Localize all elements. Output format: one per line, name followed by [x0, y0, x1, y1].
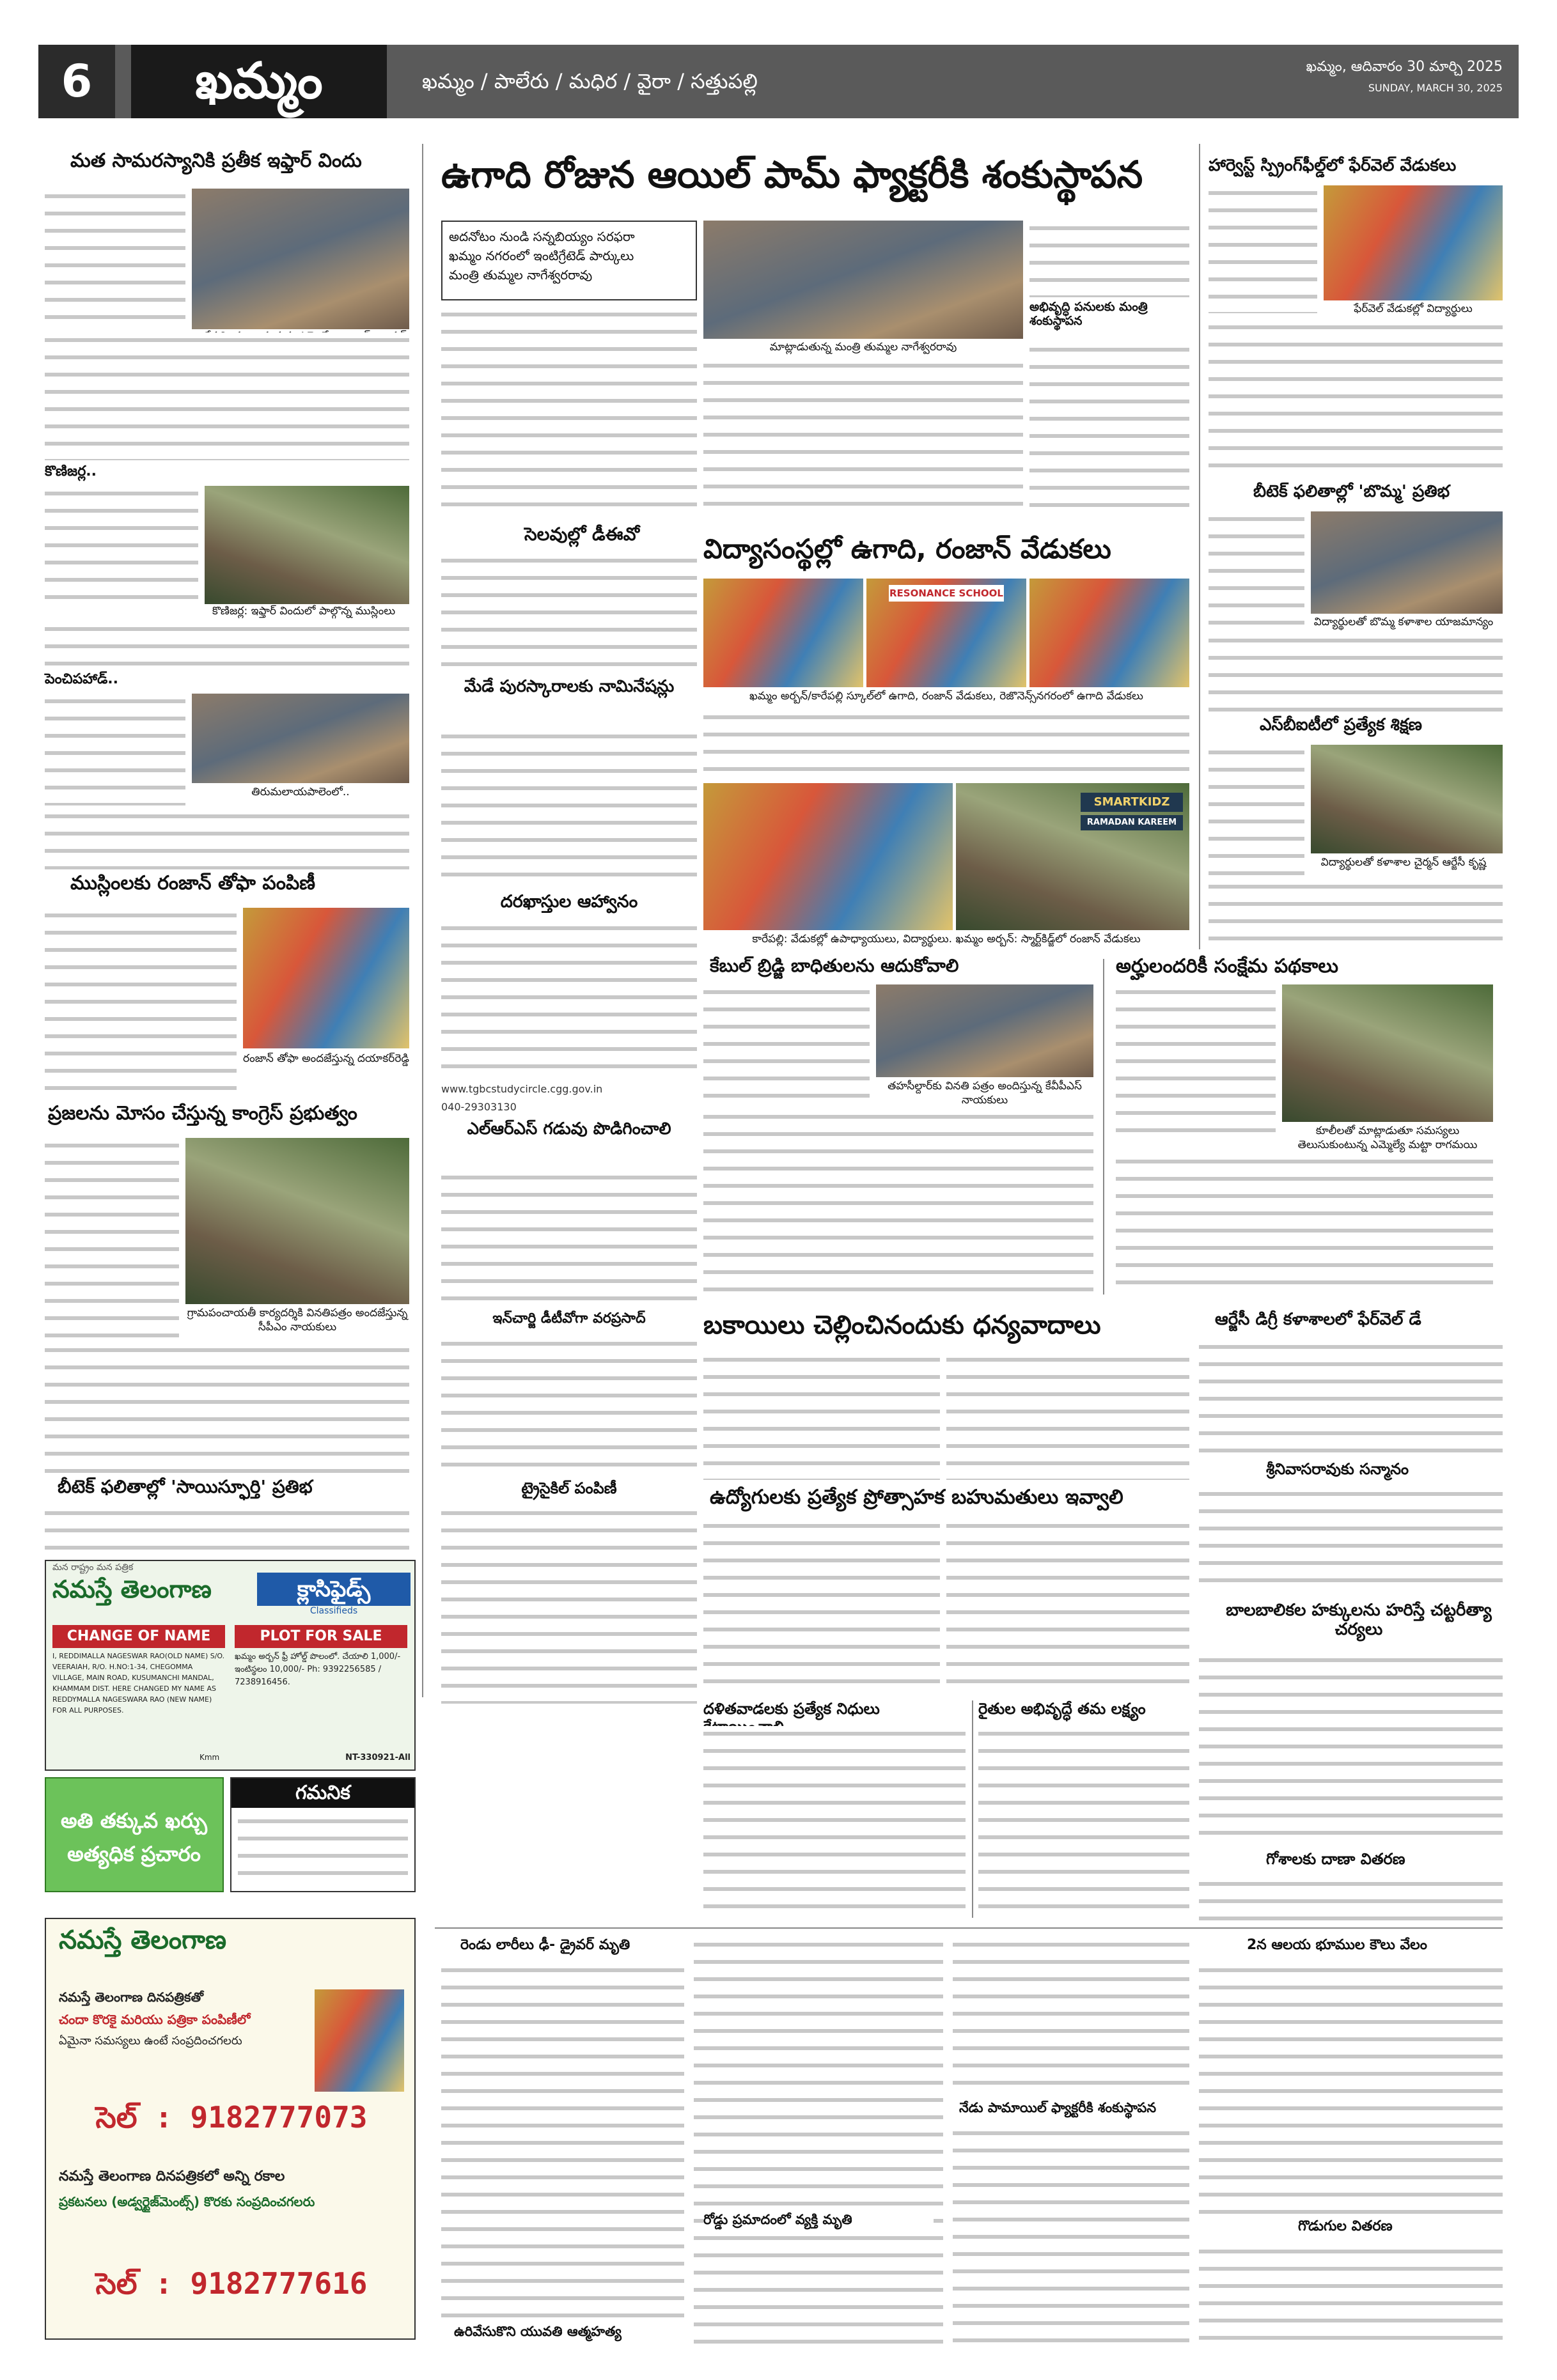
- headline-congress: ప్రజలను మోసం చేస్తున్న కాంగ్రెస్ ప్రభుత్వం: [48, 1102, 357, 1124]
- section-name: ఖమ్మం: [131, 45, 387, 118]
- headline-welfare: అర్హులందరికీ సంక్షేమ పథకాలు: [1116, 955, 1339, 977]
- photo-caption: కారేపల్లి: వేడుకల్లో ఉపాధ్యాయులు, విద్యార్థులు. ఖమ్మం అర్బన్: స్మార్ట్‌కిడ్జ్‌లో రంజాన్ వేడుకలు: [703, 932, 1189, 949]
- headline-accident: రోడ్డు ప్రమాదంలో వ్యక్తి మృతి: [703, 2212, 934, 2232]
- sub-ad-line: చందా కొరకై మరియు పత్రికా పంపిణీలో: [59, 2012, 251, 2027]
- headline-palm-oil: నేడు పామాయిల్ ఫ్యాక్టరీకి శంకుస్థాపన: [959, 2100, 1157, 2115]
- notice-text: [238, 1814, 408, 1887]
- article-text: [946, 1352, 1189, 1480]
- photo-caption: విద్యార్థులతో బొమ్మ కళాశాల యాజమాన్యం: [1304, 615, 1503, 630]
- article-text: [1209, 633, 1503, 713]
- highlight-item: అదనోటం నుండి సన్నబియ్యం సరఫరా: [449, 229, 635, 244]
- column-rule: [1103, 959, 1104, 1295]
- article-text: [45, 332, 409, 460]
- headline-deo: సెలవుల్లో డీఈవో: [524, 524, 639, 545]
- headline-felicitation: శ్రీనివాసరావుకు సన్మానం: [1266, 1460, 1409, 1478]
- headline-child-rights: బాలబాలికల హక్కులను హరిస్తే చట్టరీత్యా చర్యలు: [1226, 1601, 1492, 1639]
- headline-lorry: రెండు లారీలు ఢీ- డ్రైవర్ మృతి: [460, 1937, 630, 1953]
- photo-caption: ఫేర్‌వెల్ వేడుకల్లో విద్యార్థులు: [1324, 302, 1503, 317]
- article-text: [703, 1109, 1093, 1295]
- headline-ramzan-tofa: ముస్లింలకు రంజాన్ తోఫా పంపిణీ: [70, 872, 316, 894]
- sub-ad-line: ప్రకటనలు (అడ్వర్టైజ్‌మెంట్స్) కొరకు సంప్రదించగలరు: [59, 2194, 315, 2209]
- ad-plot-sale: PLOT FOR SALE: [235, 1625, 407, 1648]
- sub-ad-line: ఏమైనా సమస్యలు ఉంటే సంప్రదించగలరు: [59, 2034, 242, 2048]
- notice-title: గమనిక: [231, 1778, 414, 1808]
- column-rule: [422, 144, 423, 1697]
- promo-slogan: అతి తక్కువ ఖర్చు అత్యధిక ప్రచారం: [60, 1808, 208, 1866]
- photo-tofa: [243, 908, 409, 1048]
- article-text: [1029, 342, 1189, 518]
- article-text: [703, 984, 870, 1106]
- headline-rjc: ఆర్జేసీ డిగ్రీ కళాశాలలో ఫేర్‌వెల్ డే: [1215, 1310, 1421, 1329]
- article-text: [703, 710, 1189, 777]
- photo-farewell: [1324, 185, 1503, 300]
- article-text: [703, 358, 1023, 518]
- article-text: [441, 1336, 697, 1477]
- headline-iftar: మత సామరస్యానికి ప్రతీక ఇఫ్తార్ విందు: [70, 150, 362, 172]
- sub-ad-line: నమస్తే తెలంగాణ దినపత్రికలో అన్ని రకాల: [59, 2168, 285, 2184]
- photo-sbit: [1311, 745, 1503, 853]
- photo-cpm-petition: [185, 1138, 409, 1304]
- highlight-item: ఖమ్మం నగరంలో ఇంటిగ్రేటెడ్ పార్కులు: [449, 248, 634, 263]
- headline-applications: దరఖాస్తుల ఆహ్వానం: [500, 892, 638, 912]
- photo-caption: రంజాన్ తోఫా అందజేస్తున్న దయాకర్‌రెడ్డి: [243, 1052, 409, 1082]
- sub-ad-line: నమస్తే తెలంగాణ దినపత్రికతో: [59, 1989, 203, 2005]
- photo-caption: గ్రామపంచాయతీ కార్యదర్శికి వినతిపత్రం అందజేస్తున్న సీపీఎం నాయకులు: [185, 1306, 409, 1337]
- headline-tricycle: ట్రైసైకిల్ పంపిణీ: [521, 1479, 617, 1497]
- headline-temple-land: 2న ఆలయ భూముల కౌలు వేలం: [1247, 1937, 1427, 1953]
- notice-ad: [230, 1777, 416, 1892]
- smartkidz-poster: SMARTKIDZ: [1081, 793, 1183, 812]
- promo-ad: [45, 1777, 224, 1892]
- headline-umbrellas: గొడుగుల వితరణ: [1298, 2218, 1393, 2234]
- article-text: [45, 1342, 409, 1474]
- headline-schools: విద్యాసంస్థల్లో ఉగాది, రంజాన్ వేడుకలు: [703, 533, 1111, 564]
- lead-headline: ఉగాది రోజున ఆయిల్ పామ్ ఫ్యాక్టరీకి శంకుస్థాపన: [441, 153, 1143, 196]
- photo-kvps: [876, 984, 1093, 1077]
- headline-mayday: మేడే పురస్కారాలకు నామినేషన్లు: [464, 677, 675, 696]
- article-text: [45, 1138, 179, 1342]
- ad-classifieds: క్లాసిఫైడ్స్: [257, 1573, 411, 1606]
- column-rule: [972, 1700, 973, 1918]
- photo-tirumalayapalem: [192, 694, 409, 783]
- website-url: www.tgbcstudycircle.cgg.gov.in: [441, 1080, 697, 1100]
- article-text: [1199, 1963, 1503, 2215]
- article-text: [1209, 185, 1317, 313]
- photo-caption: కూలీలతో మాట్లాడుతూ సమస్యలు తెలుసుకుంటున్న ఎమ్మెల్యే మట్టా రాగమయి: [1282, 1124, 1493, 1152]
- photo-caption: తిరుమలాయపాలెంలో..: [192, 785, 409, 800]
- subhead-penchipahad: పెంచిపహాడ్..: [45, 671, 119, 687]
- photo-caption: కొణిజర్ల: ఇఫ్తార్ విందులో పాల్గొన్న ముస్లింలు: [198, 604, 409, 619]
- ad-plot-text: ఖమ్మం అర్బన్ ఫ్రీ హోల్డ్ పొలంలో. చేయాలి 1,000/- ఇంటిస్థలం 10,000/- Ph: 9392256585 / 7238916456.: [235, 1652, 401, 1687]
- ad-tagline: మన రాష్ట్రం మన పత్రిక: [52, 1562, 134, 1573]
- article-text: [946, 1518, 1189, 1691]
- article-text: [441, 553, 697, 678]
- article-text: [1209, 511, 1304, 626]
- headline-employees: ఉద్యోగులకు ప్రత్యేక ప్రోత్సాహక బహుమతులు ఇవ్వాలి: [710, 1486, 1123, 1509]
- sub-ad-brand: నమస్తే తెలంగాణ: [59, 1925, 227, 1955]
- photo-bomma: [1311, 511, 1503, 614]
- article-text: [1209, 879, 1503, 949]
- article-text: [703, 1518, 940, 1691]
- article-text: [1116, 1154, 1493, 1295]
- article-text: [1116, 984, 1276, 1144]
- lead-highlights-box: [441, 221, 697, 300]
- phone-number: 040-29303130: [441, 1098, 697, 1117]
- article-text: [703, 1726, 966, 1918]
- article-text: [441, 1505, 697, 1704]
- cell-number-2: సెల్ : 9182777616: [95, 2266, 368, 2301]
- column-rule: [1199, 144, 1200, 949]
- ramadan-poster: RAMADAN KAREEM: [1081, 815, 1183, 830]
- article-text: [1209, 745, 1304, 879]
- cell-number-1: సెల్ : 9182777073: [95, 2100, 368, 2135]
- school-signboard: RESONANCE SCHOOL: [889, 585, 1004, 602]
- subhead-konijerla: కొణిజర్ల..: [45, 463, 97, 479]
- headline-cable-bridge: కేబుల్ బ్రిడ్జి బాధితులను ఆదుకోవాలి: [710, 955, 959, 976]
- article-text: [953, 1937, 1189, 2094]
- photo-caption: మాట్లాడుతున్న మంత్రి తుమ్మల నాగేశ్వరరావు: [703, 340, 1023, 357]
- headline-harvest: హార్వెస్ట్ స్ప్రింగ్‌ఫీల్డ్‌లో ఫేర్‌వెల్ వేడుకలు: [1209, 156, 1457, 175]
- article-text: [45, 621, 409, 671]
- lead-subhead: అభివృద్ధి పనులకు మంత్రి శంకుస్థాపన: [1029, 300, 1148, 328]
- photo-school-1: [703, 579, 863, 687]
- photo-caption: విద్యార్థులతో కళాశాల చైర్మన్ ఆర్జేసీ కృష్ణ: [1304, 855, 1503, 871]
- headline-bomma: బీటెక్ ఫలితాల్లో 'బొమ్మ' ప్రతిభ: [1253, 482, 1450, 501]
- photo-iftar-karepalli: [192, 189, 409, 329]
- article-text: [1199, 2244, 1503, 2353]
- date-english: SUNDAY, MARCH 30, 2025: [1368, 82, 1503, 94]
- article-text: [1209, 320, 1503, 479]
- headline-lrs: ఎల్ఆర్ఎస్ గడువు పొడిగించాలి: [467, 1119, 671, 1139]
- headline-sbit: ఎస్‌బీఐటీలో ప్రత్యేక శిక్షణ: [1260, 715, 1423, 735]
- headline-goshala: గోశాలకు దాణా వితరణ: [1266, 1850, 1405, 1868]
- ad-kmm: Kmm: [200, 1753, 220, 1762]
- subscription-ad: [45, 1918, 416, 2340]
- photo-school-4: [703, 783, 953, 930]
- page-number: 6: [38, 45, 115, 118]
- section-rule: [435, 1927, 1503, 1929]
- headline-suicide: ఉరివేసుకొని యువతి ఆత్మహత్య: [454, 2324, 622, 2339]
- article-text: [1199, 1486, 1503, 1595]
- photo-caption: తహసీల్దార్‌కు వినతి పత్రం అందిస్తున్న కేవీపీఎస్ నాయకులు: [876, 1079, 1093, 1107]
- photo-minister: [703, 221, 1023, 339]
- article-text: [1199, 1339, 1503, 1454]
- newspaper-image: [315, 1989, 404, 2092]
- headline-dto: ఇన్‌చార్జి డీటీవోగా వరప్రసాద్: [492, 1311, 646, 1326]
- headline-dalit-funds: దళితవాడలకు ప్రత్యేక నిధులు: [703, 1700, 880, 1718]
- article-text: [1199, 1653, 1503, 1844]
- article-text: [1029, 221, 1189, 297]
- classifieds-ad: [45, 1560, 416, 1771]
- article-text: [441, 1963, 684, 2317]
- article-text: [441, 921, 697, 1080]
- photo-school-3: [1029, 579, 1189, 687]
- article-text: [703, 1352, 940, 1480]
- article-text: [441, 307, 697, 518]
- ad-change-of-name: CHANGE OF NAME: [52, 1625, 225, 1648]
- headline-dues-thanks: బకాయిలు చెల్లించినందుకు ధన్యవాదాలు: [703, 1311, 1101, 1340]
- article-text: [441, 1170, 697, 1307]
- article-text: [45, 694, 185, 805]
- article-text: [45, 809, 409, 869]
- article-text: [45, 908, 237, 1100]
- ad-ref: NT-330921-All: [345, 1753, 411, 1762]
- headline-farmers: రైతుల అభివృద్ధే తమ లక్ష్యం: [978, 1700, 1146, 1718]
- article-text: [953, 2126, 1189, 2353]
- article-text: [441, 729, 697, 889]
- section-towns: ఖమ్మం / పాలేరు / మధిర / వైరా / సత్తుపల్లి: [422, 69, 758, 93]
- highlight-item: మంత్రి తుమ్మల నాగేశ్వరరావు: [449, 267, 593, 283]
- article-text: [694, 1937, 943, 2353]
- photo-caption: ఖమ్మం అర్బన్/కారేపల్లి స్కూల్‌లో ఉగాది, రంజాన్ వేడుకలు, రెజొనెన్స్‌నగరంలో ఉగాది వేడుకలు: [703, 689, 1189, 706]
- article-text: [45, 189, 185, 332]
- ad-change-text: I, REDDIMALLA NAGESWAR RAO(OLD NAME) S/O. VEERAIAH, R/O. H.NO:1-34, CHEGOMMA VILLAGE, MAIN ROAD, KUSUMANCHI MANDAL, KHAMMAM DIST. HERE CHANGED MY NAME AS REDDYMALLA NAGESWARA RAO (NEW NAME) FOR ALL PURPOSES.: [52, 1652, 225, 1715]
- ad-classifieds-en: Classifieds: [309, 1606, 358, 1616]
- article-text: [978, 1726, 1189, 1918]
- headline-btech-sai: బీటెక్ ఫలితాల్లో 'సాయిస్ఫూర్తి' ప్రతిభ: [58, 1476, 313, 1497]
- ad-brand: నమస్తే తెలంగాణ: [52, 1575, 212, 1603]
- date-telugu: ఖమ్మం, ఆదివారం 30 మార్చి 2025: [1306, 59, 1503, 75]
- article-text: [1199, 1876, 1503, 1921]
- photo-mla: [1282, 984, 1493, 1122]
- article-text: [45, 486, 198, 604]
- photo-konijerla: [205, 486, 409, 604]
